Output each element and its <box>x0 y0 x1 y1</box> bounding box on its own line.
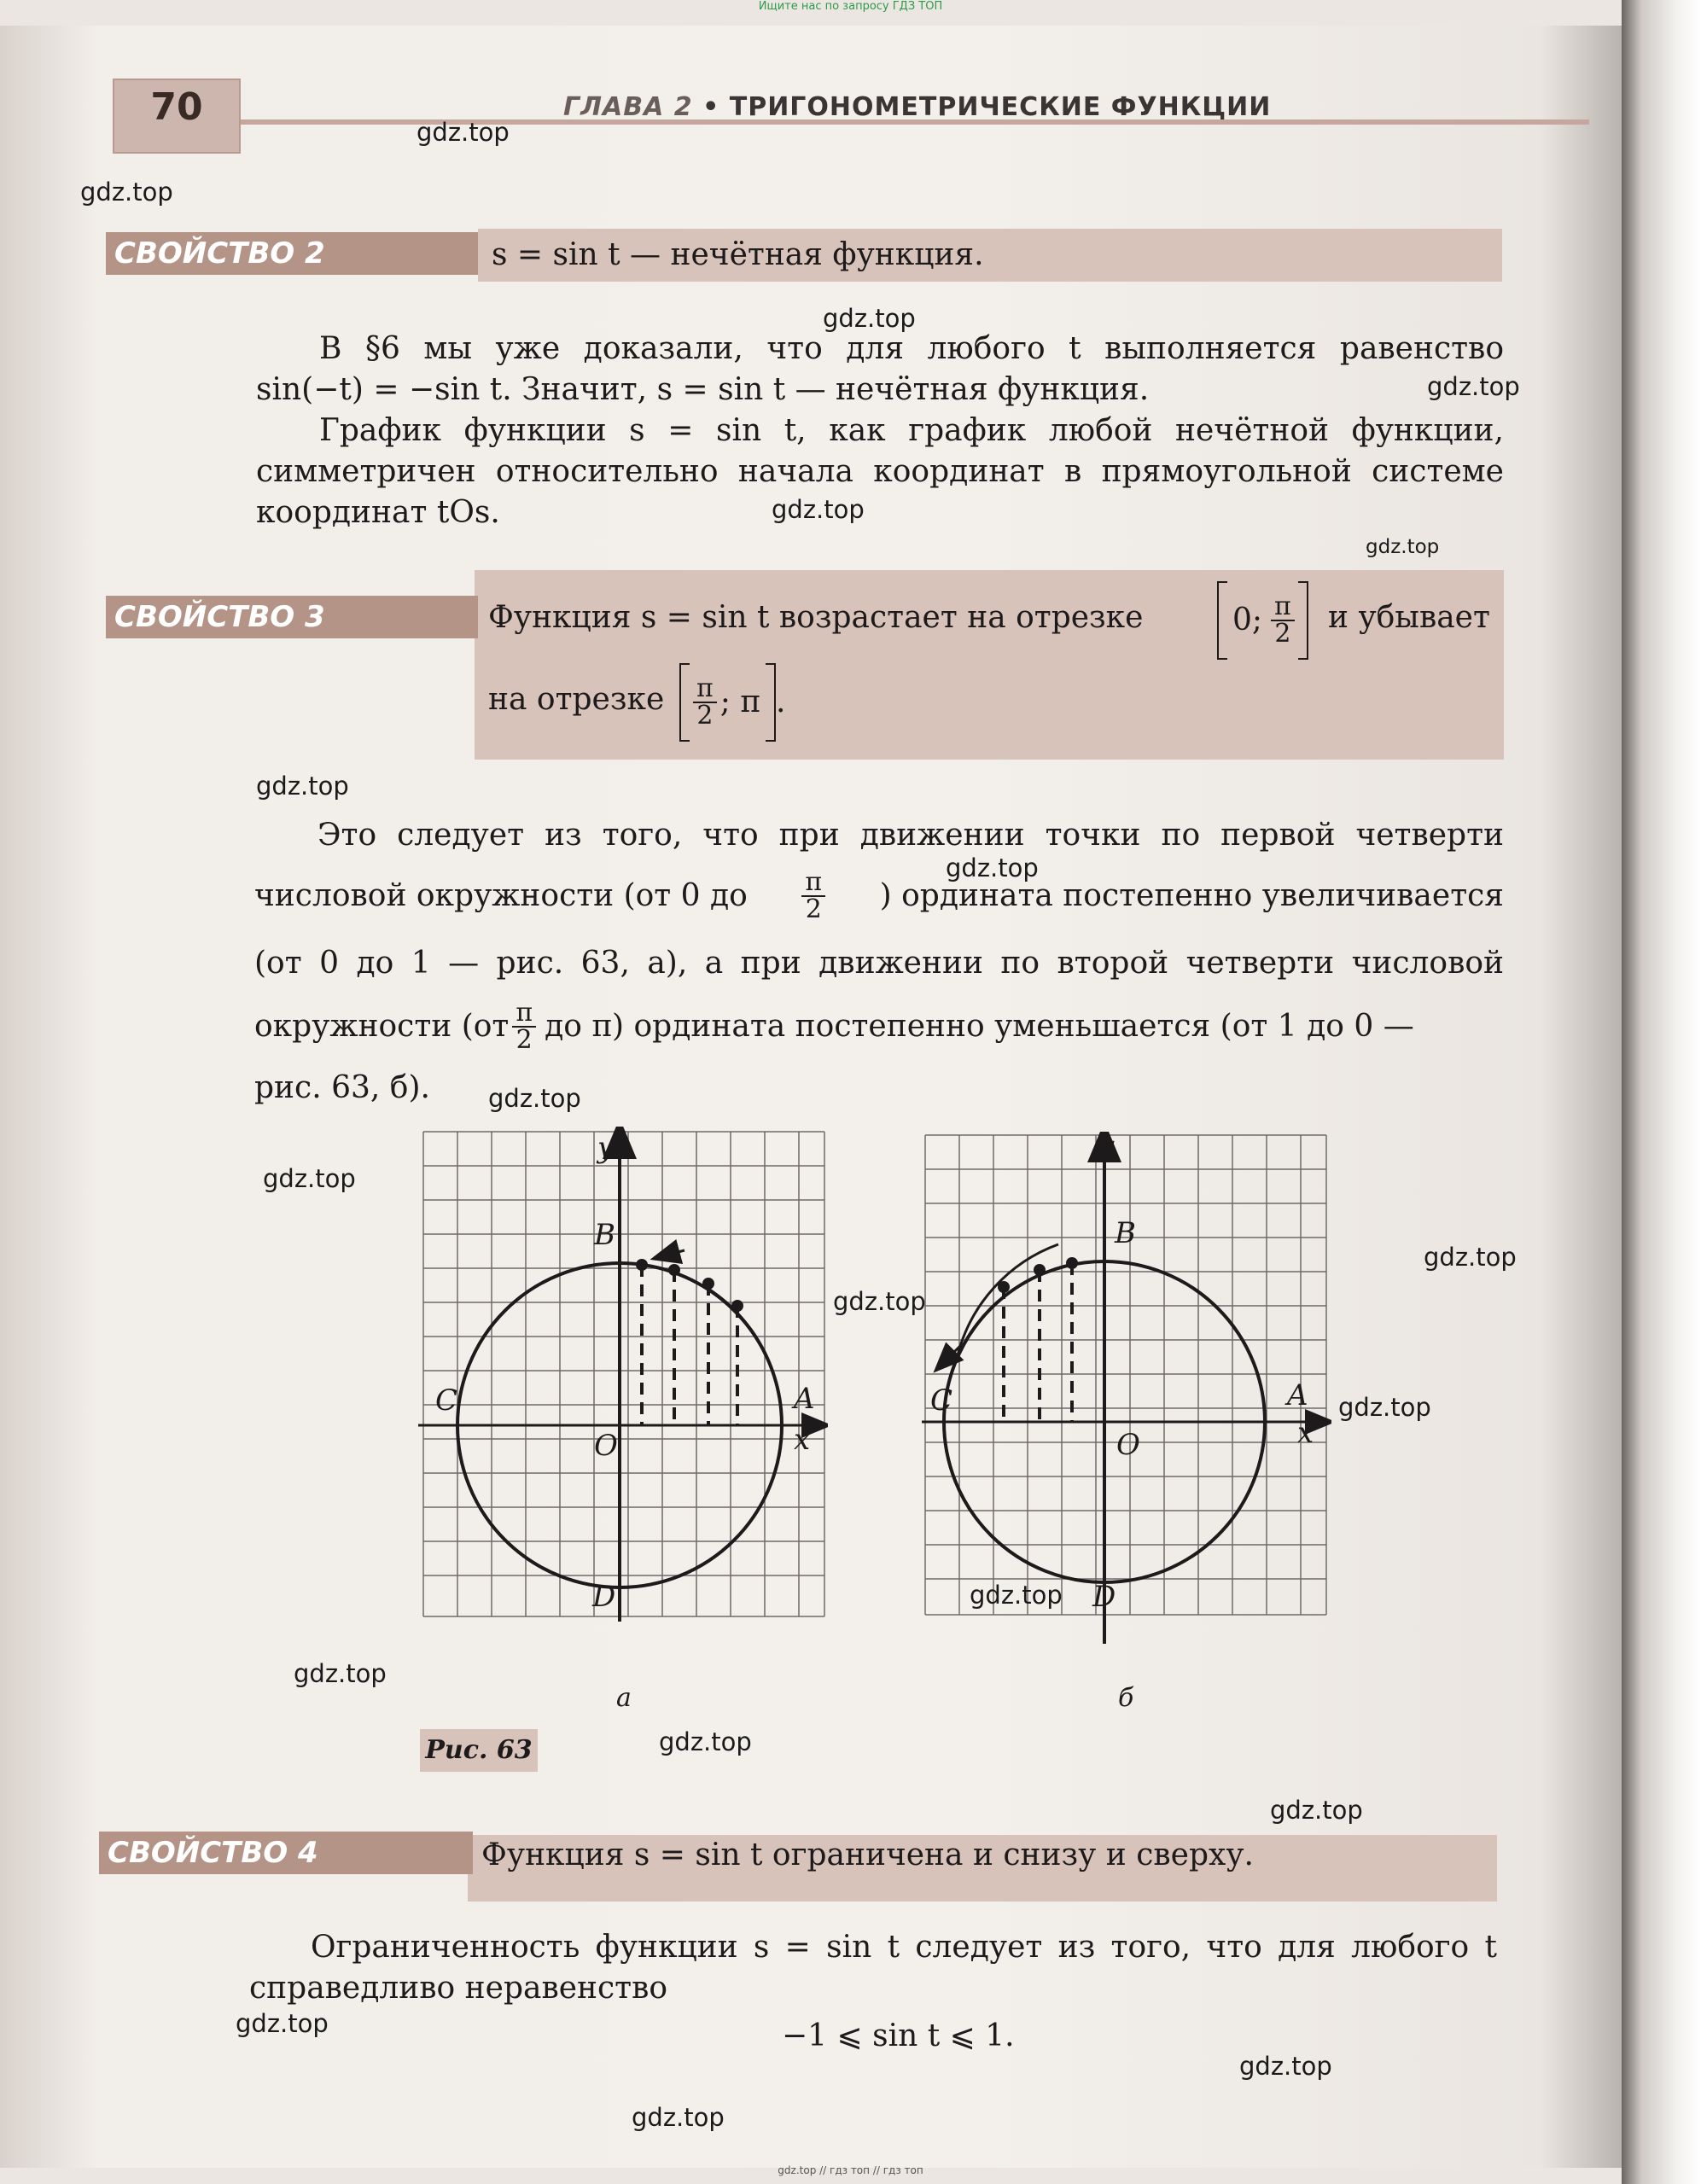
property2-para2-line1: График функции s = sin t, как график любой нечётной функции, <box>319 413 1504 448</box>
watermark: gdz.top <box>256 772 349 801</box>
y-label-a: y <box>597 1131 615 1165</box>
pi-over-2-fraction <box>801 867 825 924</box>
chapter-heading <box>563 92 1271 122</box>
watermark: gdz.top <box>1270 1796 1363 1825</box>
watermark: gdz.top <box>1366 536 1440 558</box>
O-label-a: O <box>594 1429 618 1463</box>
pi-over-2-fraction <box>1271 591 1295 649</box>
property3-label: СВОЙСТВО 3 <box>106 596 478 638</box>
B-label-b: B <box>1115 1216 1136 1250</box>
D-label-b: D <box>1092 1580 1116 1614</box>
property3-line5: рис. 63, б). <box>254 1070 430 1105</box>
frac-den: 2 <box>805 894 822 924</box>
property3-statement-b: и убывает <box>1328 600 1490 635</box>
property4-label: СВОЙСТВО 4 <box>99 1832 473 1874</box>
property3-line2 <box>254 866 1504 926</box>
property3-statement-a: Функция s = sin t возрастает на отрезке <box>488 600 1144 635</box>
watermark: gdz.top <box>632 2103 725 2132</box>
page-number: 70 <box>150 85 203 129</box>
chapter-title: ТРИГОНОМЕТРИЧЕСКИЕ ФУНКЦИИ <box>729 92 1272 122</box>
bottom-banner[interactable]: gdz.top // гдз топ // гдз топ <box>778 2164 923 2176</box>
property2-para1-line2: sin(−t) = −sin t. Значит, s = sin t — нечётная функция. <box>256 372 1150 407</box>
property2-para2-line2: симметричен относительно начала координат в прямоугольной системе <box>256 454 1504 489</box>
property2-para2-line3: координат tOs. <box>256 495 500 530</box>
property3-line1: Это следует из того, что при движении точки по первой четверти <box>317 818 1504 853</box>
watermark: gdz.top <box>833 1287 926 1316</box>
watermark: gdz.top <box>488 1084 581 1113</box>
property4-line2: справедливо неравенство <box>249 1971 668 2006</box>
O-label-b: O <box>1116 1428 1140 1462</box>
y-label-b: y <box>1098 1132 1115 1163</box>
frac-num: π <box>512 1000 536 1028</box>
watermark: gdz.top <box>294 1659 387 1688</box>
frac-den: 2 <box>1274 619 1291 649</box>
watermark: gdz.top <box>1424 1243 1517 1272</box>
motion-arc-b <box>958 1244 1058 1355</box>
property2-label: СВОЙСТВО 2 <box>106 232 478 275</box>
watermark: gdz.top <box>236 2009 329 2038</box>
frac-num: π <box>693 676 717 703</box>
property3-interval2 <box>679 662 785 743</box>
frac-den: 2 <box>516 1025 533 1055</box>
points-b <box>998 1257 1078 1293</box>
line2-a: числовой окружности (от 0 до <box>254 878 748 913</box>
A-label-a: A <box>794 1382 815 1416</box>
watermark: gdz.top <box>1338 1393 1431 1422</box>
grid-a <box>423 1132 824 1616</box>
figure-caption: Рис. 63 <box>420 1729 538 1772</box>
watermark: gdz.top <box>1427 372 1520 401</box>
A-label-b: A <box>1287 1378 1308 1412</box>
C-label-a: C <box>435 1383 458 1418</box>
watermark: gdz.top <box>417 118 510 147</box>
ordinates-a <box>642 1265 737 1425</box>
chapter-label: ГЛАВА 2 <box>563 92 693 122</box>
frac-num: π <box>801 870 825 897</box>
pi-over-2-fraction <box>512 1000 536 1053</box>
caption-a: а <box>616 1683 632 1713</box>
property2-para1-line1: В §6 мы уже доказали, что для любого t выполняется равенство <box>319 331 1504 366</box>
caption-b: б <box>1118 1683 1134 1713</box>
frac-num: π <box>1271 594 1295 621</box>
watermark: gdz.top <box>970 1581 1063 1610</box>
x-label-b: x <box>1297 1416 1314 1450</box>
chapter-bullet: • <box>702 92 720 122</box>
line4-b: до π) ордината постепенно уменьшается (от 1 до 0 — <box>545 1009 1414 1044</box>
motion-arrow-a <box>662 1250 684 1256</box>
interval1-left: 0; <box>1232 603 1263 638</box>
statement-end: . <box>775 684 786 719</box>
property3-interval1 <box>1217 580 1308 661</box>
property3-statement-c: на отрезке <box>488 682 665 717</box>
figure-63a <box>418 1127 828 1656</box>
property3-line4 <box>254 997 1504 1057</box>
page-edge-shadow <box>1622 0 1701 2184</box>
watermark: gdz.top <box>946 853 1039 882</box>
property3-line3: (от 0 до 1 — рис. 63, а), а при движении по второй четверти числовой <box>254 946 1504 981</box>
grid-b <box>925 1135 1326 1615</box>
frac-den: 2 <box>696 701 714 731</box>
watermark: gdz.top <box>1239 2052 1332 2081</box>
x-label-a: x <box>794 1423 811 1457</box>
watermark: gdz.top <box>80 178 173 207</box>
D-label-a: D <box>592 1580 616 1614</box>
watermark: gdz.top <box>772 495 865 524</box>
property4-line1: Ограниченность функции s = sin t следует из того, что для любого t <box>311 1930 1497 1965</box>
property4-statement: Функция s = sin t ограничена и снизу и сверху. <box>481 1837 1254 1872</box>
watermark: gdz.top <box>823 304 916 333</box>
watermark: gdz.top <box>659 1727 752 1756</box>
interval2-right: ; π <box>719 684 760 719</box>
line4-a: окружности (от <box>254 1009 510 1044</box>
line2-b: ) ордината постепенно увеличивается <box>879 878 1504 913</box>
pi-over-2-fraction <box>693 673 717 731</box>
top-banner[interactable]: Ищите нас по запросу ГДЗ ТОП <box>758 0 943 13</box>
B-label-a: B <box>594 1218 615 1252</box>
watermark: gdz.top <box>263 1164 356 1193</box>
property4-inequality: −1 ⩽ sin t ⩽ 1. <box>782 2018 1015 2053</box>
C-label-b: C <box>930 1383 953 1418</box>
property2-statement: s = sin t — нечётная функция. <box>492 237 984 272</box>
